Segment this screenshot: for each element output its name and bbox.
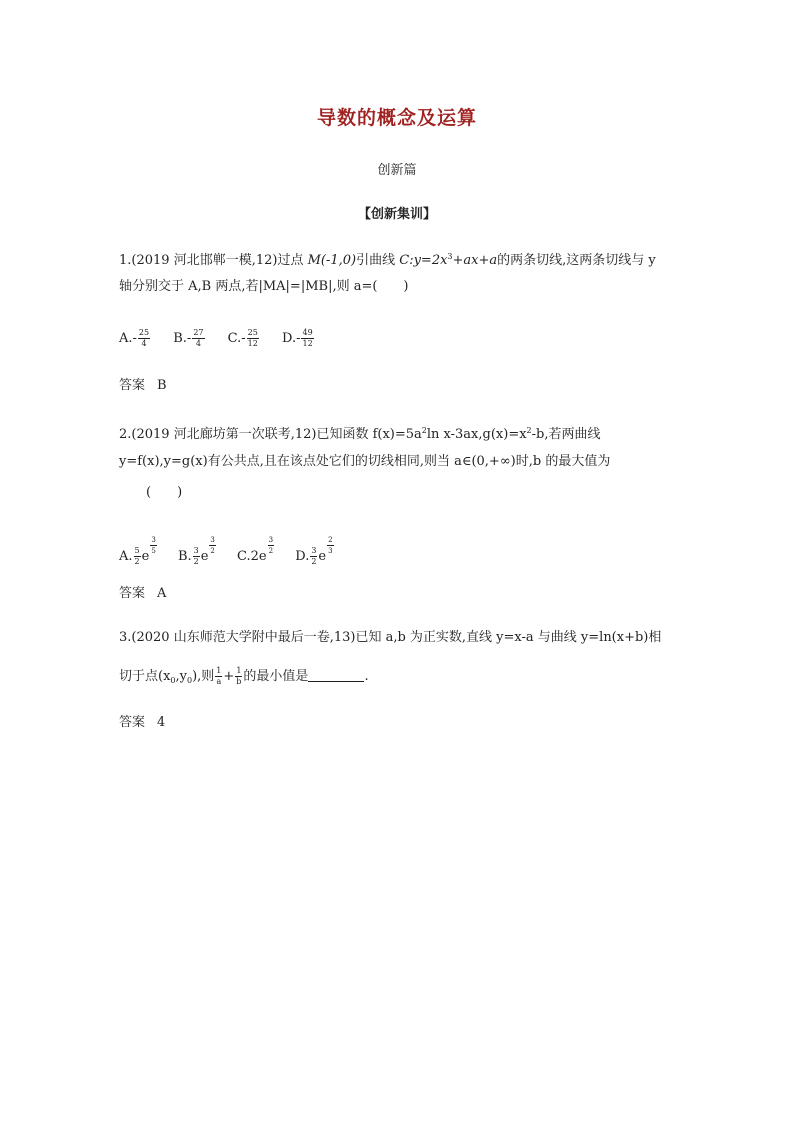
question-2-answer — [119, 585, 166, 603]
q1-tail: 的两条切线,这两条切线与 y — [497, 253, 656, 268]
q2-tail: -b,若两曲线 — [531, 427, 601, 442]
q1-option-c: C.- $\frac{25}{12}$ — [227, 328, 258, 348]
question-2-line-2: y=f(x),y=g(x)有公共点,且在该点处它们的切线相同,则当 a∈(0,+∞)时,b 的最大值为 — [119, 454, 611, 469]
question-3-line-1: 3.(2020 山东师范大学附中最后一卷,13)已知 a,b 为正实数,直线 y=x-a 与曲线 y=ln(x+b)相 — [119, 630, 662, 645]
answer-label: 答案 — [119, 378, 146, 393]
page-title: 导数的概念及运算 — [316, 107, 477, 129]
question-1-options — [119, 328, 333, 349]
question-3-answer — [119, 714, 165, 732]
q1-option-a: A.- $\frac{25}{4}$ — [119, 328, 150, 348]
page-subtitle: 创新篇 — [377, 163, 417, 178]
q2-mid: ln x-3ax,g(x)=x — [426, 427, 527, 442]
q2-option-c: C.2e $\frac{3}{2}$ — [237, 536, 274, 564]
q2-answer-value: A — [157, 586, 167, 601]
question-1-line-2: 轴分别交于 A,B 两点,若|MA|=|MB|,则 a=( ) — [119, 279, 409, 294]
q2-option-d: D. $\frac{3}{2}$ e $\frac{2}{3}$ — [295, 536, 333, 566]
q1-curve-rest: +ax+a — [452, 253, 498, 268]
q1-pre: 1.(2019 河北邯郸一模,12)过点 — [119, 253, 308, 268]
question-3-line-2: 切于点$(x_0,y_0)$,则 $\frac{1}{a}$ + $\frac{1}{b}$ 的最小值是 . — [119, 666, 369, 686]
question-2-line-1: 2.(2019 河北廊坊第一次联考,12)已知函数 $f(x)=5a^2\ln$ $x-3ax,g(x)=x^2-b$,若两曲线 — [119, 426, 601, 442]
q2-option-b: B. $\frac{3}{2}$ e $\frac{3}{2}$ — [177, 536, 215, 566]
q1-curve: C:y=2x — [399, 253, 448, 268]
question-1-answer — [119, 377, 167, 395]
q1-option-b: B.- $\frac{27}{4}$ — [173, 328, 204, 348]
question-2-options — [119, 535, 351, 567]
q1-mid: 引曲线 — [356, 253, 400, 268]
q3-answer-blank — [308, 669, 364, 682]
q1-option-d: D.- $\frac{49}{12}$ — [282, 328, 313, 348]
section-heading: 【创新集训】 — [357, 207, 436, 222]
q1-answer-value: B — [157, 378, 167, 393]
answer-label: 答案 — [119, 586, 146, 601]
question-1-line-1 — [119, 248, 656, 270]
q1-point: M(-1,0) — [307, 253, 357, 268]
question-2-line-3: ( ) — [146, 485, 183, 500]
q3-answer-value: 4 — [157, 715, 166, 730]
answer-label: 答案 — [119, 715, 146, 730]
q2-pre: 2.(2019 河北廊坊第一次联考,12)已知函数 f(x)=5a — [119, 427, 422, 442]
q2-option-a: A. $\frac{5}{2}$ e $\frac{3}{5}$ — [119, 536, 156, 566]
q1-curve-exp: 3 — [447, 252, 453, 261]
